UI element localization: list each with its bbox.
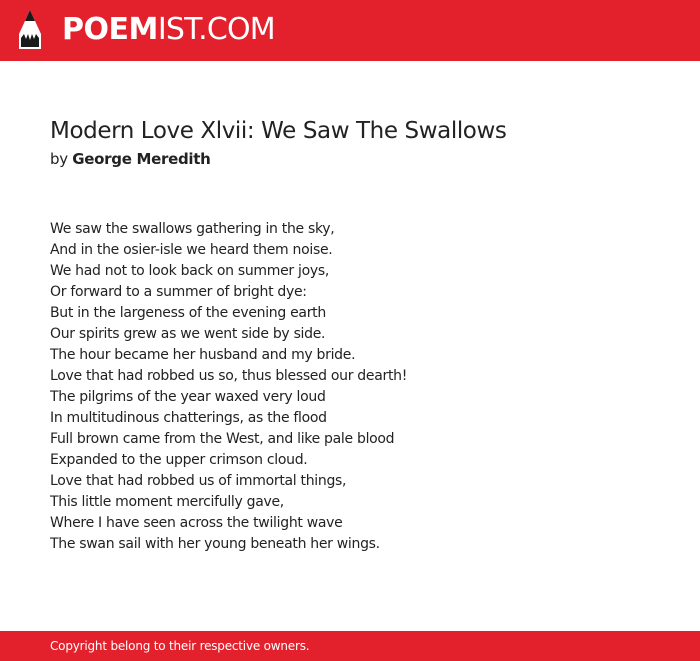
poem-line: This little moment mercifully gave, — [50, 494, 284, 510]
poem-line: Love that had robbed us so, thus blessed our dearth! — [50, 368, 408, 384]
logo-text-light: IST.COM — [157, 12, 275, 47]
poem-line: Where I have seen across the twilight wave — [50, 515, 343, 531]
poem-body — [50, 219, 407, 555]
author-name: George Meredith — [72, 150, 211, 168]
pencil-icon[interactable] — [18, 9, 42, 52]
poem-line: We saw the swallows gathering in the sky, — [50, 221, 335, 237]
site-logo[interactable] — [62, 12, 275, 48]
by-label: by — [50, 150, 68, 168]
poem-line: Our spirits grew as we went side by side. — [50, 326, 326, 342]
poem-line: The hour became her husband and my bride. — [50, 347, 356, 363]
poem-line: In multitudinous chatterings, as the flood — [50, 410, 327, 426]
poem-line: We had not to look back on summer joys, — [50, 263, 329, 279]
poem-line: Love that had robbed us of immortal things, — [50, 473, 347, 489]
poem-line: Expanded to the upper crimson cloud. — [50, 452, 308, 468]
byline — [50, 149, 211, 169]
site-header — [0, 0, 700, 61]
poem-line: The swan sail with her young beneath her wings. — [50, 536, 380, 552]
poem-line: Full brown came from the West, and like pale blood — [50, 431, 395, 447]
poem-line: Or forward to a summer of bright dye: — [50, 284, 307, 300]
poem-line: And in the osier-isle we heard them noise. — [50, 242, 333, 258]
site-footer — [0, 631, 700, 661]
poem-line: The pilgrims of the year waxed very loud — [50, 389, 326, 405]
poem-line: But in the largeness of the evening earth — [50, 305, 326, 321]
logo-text-bold: POEM — [62, 12, 158, 47]
poem-title: Modern Love Xlvii: We Saw The Swallows — [50, 118, 507, 144]
copyright-text: Copyright belong to their respective owners. — [50, 639, 310, 653]
